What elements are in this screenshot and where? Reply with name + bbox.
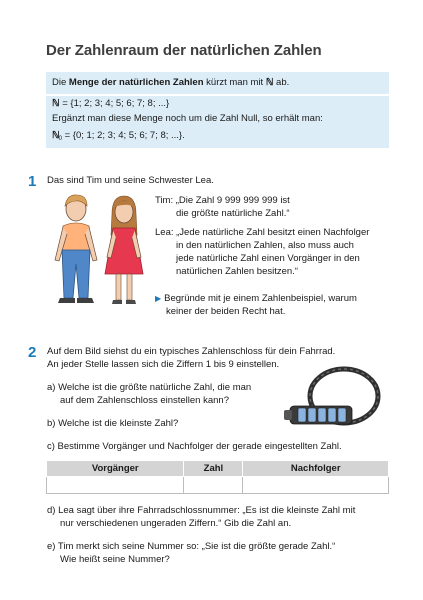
task2e-line-1: e) Tim merkt sich seine Nummer so: „Sie ist die größte gerade Zahl.“ <box>47 541 336 552</box>
task2e-line-2: Wie heißt seine Nummer? <box>60 554 170 565</box>
header-nachfolger: Nachfolger <box>243 461 389 477</box>
task2c: c) Bestimme Vorgänger und Nachfolger der gerade eingestellten Zahl. <box>47 441 342 452</box>
tim-figure <box>55 195 97 303</box>
naturals-symbol: ℕ <box>52 98 60 109</box>
lea-figure <box>105 196 143 304</box>
task-number-2: 2 <box>28 344 37 361</box>
bike-lock-icon <box>284 362 382 438</box>
task2a-line-2: auf dem Zahlenschloss einstellen kann? <box>60 395 229 406</box>
text: kürzt man mit <box>203 77 266 88</box>
answer-cell-zahl[interactable] <box>184 477 243 494</box>
task1-intro: Das sind Tim und seine Schwester Lea. <box>47 175 214 186</box>
task2a-line-1: a) Welche ist die größte natürliche Zahl, die man <box>47 382 252 393</box>
naturals-symbol: ℕ <box>265 77 274 88</box>
text: ab. <box>273 77 290 88</box>
text: Begründe mit je einem Zahlenbeispiel, warum <box>164 293 357 304</box>
task2b: b) Welche ist die kleinste Zahl? <box>47 418 179 429</box>
naturals-zero-set: = {0; 1; 2; 3; 4; 5; 6; 7; 8; ...}. <box>61 130 185 141</box>
task2-intro-line-2: An jeder Stelle lassen sich die Ziffern 1 bis 9 einstellen. <box>47 359 280 370</box>
predecessor-successor-table <box>46 460 389 494</box>
naturals-set: = {1; 2; 3; 4; 5; 6; 7; 8; ...} <box>59 98 170 109</box>
task1-prompt-line-1 <box>155 292 357 305</box>
bold-term: Menge der natürlichen Zahlen <box>68 77 204 88</box>
task2d-line-2: nur verschiedenen ungeraden Ziffern.“ Gib die Zahl an. <box>60 518 292 529</box>
definition-line-1 <box>52 77 289 89</box>
answer-cell-vorganger[interactable] <box>47 477 184 494</box>
table-header-row <box>47 461 389 477</box>
text: Die <box>52 77 69 88</box>
definition-box <box>46 72 389 148</box>
tim-quote-line-1: Tim: „Die Zahl 9 999 999 999 ist <box>155 195 290 206</box>
definition-line-3: Ergänzt man diese Menge noch um die Zahl Null, so erhält man: <box>52 113 323 124</box>
divider <box>46 94 389 96</box>
lea-quote-line-3: jede natürliche Zahl einen Vorgänger in den <box>176 253 360 264</box>
task-number-1: 1 <box>28 173 37 190</box>
lea-quote-line-2: in den natürlichen Zahlen, also muss auch <box>176 240 354 251</box>
zero-subscript: 0 <box>58 136 62 142</box>
arrow-right-icon: ▶ <box>155 294 162 303</box>
lea-quote-line-4: natürlichen Zahlen besitzen.“ <box>176 266 298 277</box>
header-vorganger: Vorgänger <box>47 461 184 477</box>
table-row <box>47 477 389 494</box>
header-zahl: Zahl <box>184 461 243 477</box>
tim-quote-line-2: die größte natürliche Zahl.“ <box>176 208 290 219</box>
naturals-symbol: ℕ <box>52 130 60 141</box>
task1-prompt-line-2: keiner der beiden Recht hat. <box>166 306 286 317</box>
page-title: Der Zahlenraum der natürlichen Zahlen <box>46 42 322 59</box>
answer-cell-nachfolger[interactable] <box>243 477 389 494</box>
definition-line-4 <box>52 130 185 143</box>
task2-intro-line-1: Auf dem Bild siehst du ein typisches Zahlenschloss für dein Fahrrad. <box>47 346 336 357</box>
definition-line-2 <box>52 98 169 110</box>
lea-quote-line-1: Lea: „Jede natürliche Zahl besitzt einen Nachfolger <box>155 227 370 238</box>
tim-lea-illustration <box>46 190 150 310</box>
task2d-line-1: d) Lea sagt über ihre Fahrradschlossnummer: „Es ist die kleinste Zahl mit <box>47 505 356 516</box>
